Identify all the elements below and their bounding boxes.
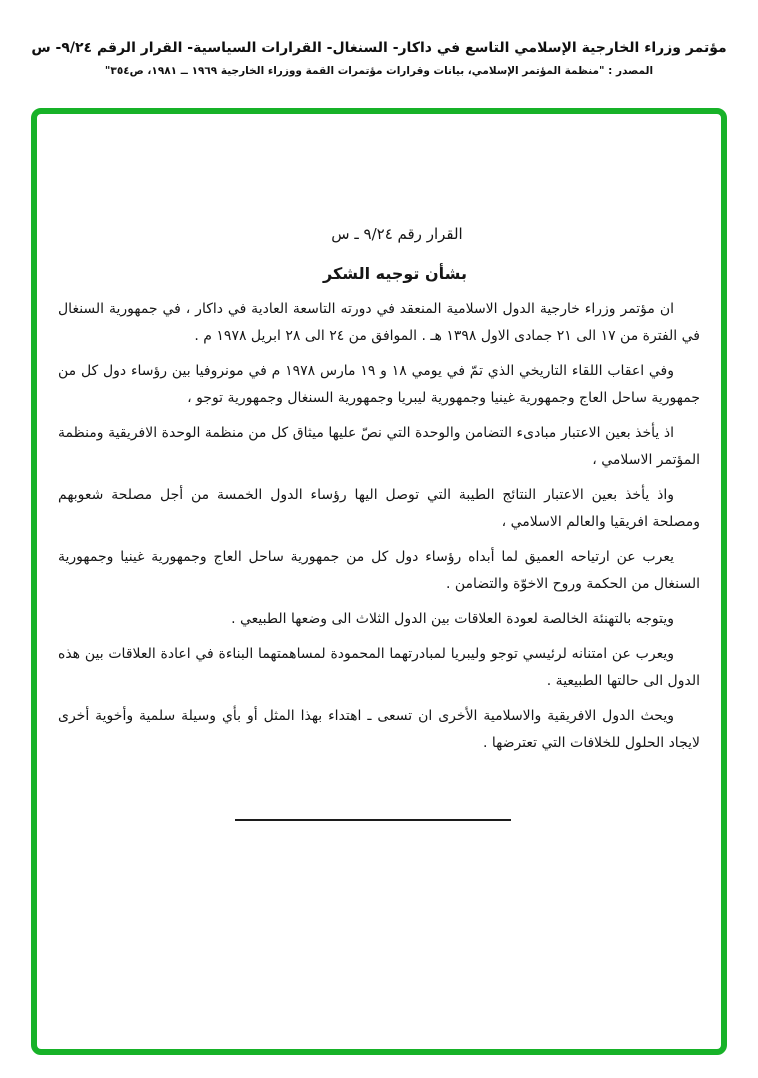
body-paragraph-3: اذ يأخذ بعين الاعتبار مبادىء التضامن والوحدة التي نصّ عليها ميثاق كل من منظمة الوحدة الافريقية ومنظمة المؤتمر الاسلامي ، — [58, 425, 700, 468]
body-paragraph-2: وفي اعقاب اللقاء التاريخي الذي تمّ في يومي ١٨ و ١٩ مارس ١٩٧٨ م في مونروفيا بين رؤساء دول كل من جمهورية ساحل العاج وجمهورية غينيا وجمهورية ليبريا وجمهورية السنغال وجمهورية توجو ، — [58, 363, 700, 406]
header-source-line: المصدر : "منظمة المؤتمر الإسلامي، بيانات وقرارات مؤتمرات القمة ووزراء الخارجية ١٩٦٩ ــ ١٩٨١، ص٣٥٤" — [104, 65, 654, 77]
resolution-subject-title: بشأن توجيه الشكر — [323, 264, 467, 283]
closing-rule — [235, 819, 511, 821]
resolution-body — [58, 296, 700, 757]
resolution-number-title: القرار رقم ٩/٢٤ ـ س — [331, 225, 463, 243]
body-paragraph-7: ويعرب عن امتنانه لرئيسي توجو وليبريا لمبادرتهما المحمودة لمساهمتهما البناءة في اعادة العلاقات بين هذه الدول الى حالتها الطبيعية . — [58, 646, 700, 689]
header-title: مؤتمر وزراء الخارجية الإسلامي التاسع في داكار- السنغال- القرارات السياسية- القرار الرقم ٩/٢٤- س — [31, 40, 727, 56]
body-paragraph-4: واذ يأخذ بعين الاعتبار النتائج الطيبة التي توصل اليها رؤساء الدول الخمسة من أجل مصلحة شعوبهم ومصلحة افريقيا والعالم الاسلامي ، — [58, 487, 700, 530]
green-border-frame — [31, 108, 727, 1055]
frame-content — [37, 114, 721, 1049]
body-paragraph-8: ويحث الدول الافريقية والاسلامية الأخرى ان تسعى ـ اهتداء بهذا المثل أو بأي وسيلة سلمية وأخوية أخرى لايجاد الحلول للخلافات التي تعترضها . — [58, 708, 700, 751]
body-paragraph-6: ويتوجه بالتهنئة الخالصة لعودة العلاقات بين الدول الثلاث الى وضعها الطبيعي . — [231, 611, 674, 627]
body-paragraph-1: ان مؤتمر وزراء خارجية الدول الاسلامية المنعقد في دورته التاسعة العادية في داكار ، في جمهورية السنغال في الفترة من ١٧ الى ٢١ جمادى الاول ١٣٩٨ هـ . الموافق من ٢٤ الى ٢٨ ابريل ١٩٧٨ م . — [58, 301, 700, 344]
document-header — [0, 38, 758, 79]
body-paragraph-5: يعرب عن ارتياحه العميق لما أبداه رؤساء دول كل من جمهورية ساحل العاج وجمهورية غينيا وجمهورية السنغال من الحكمة وروح الاخوّة والتضامن . — [58, 549, 700, 592]
